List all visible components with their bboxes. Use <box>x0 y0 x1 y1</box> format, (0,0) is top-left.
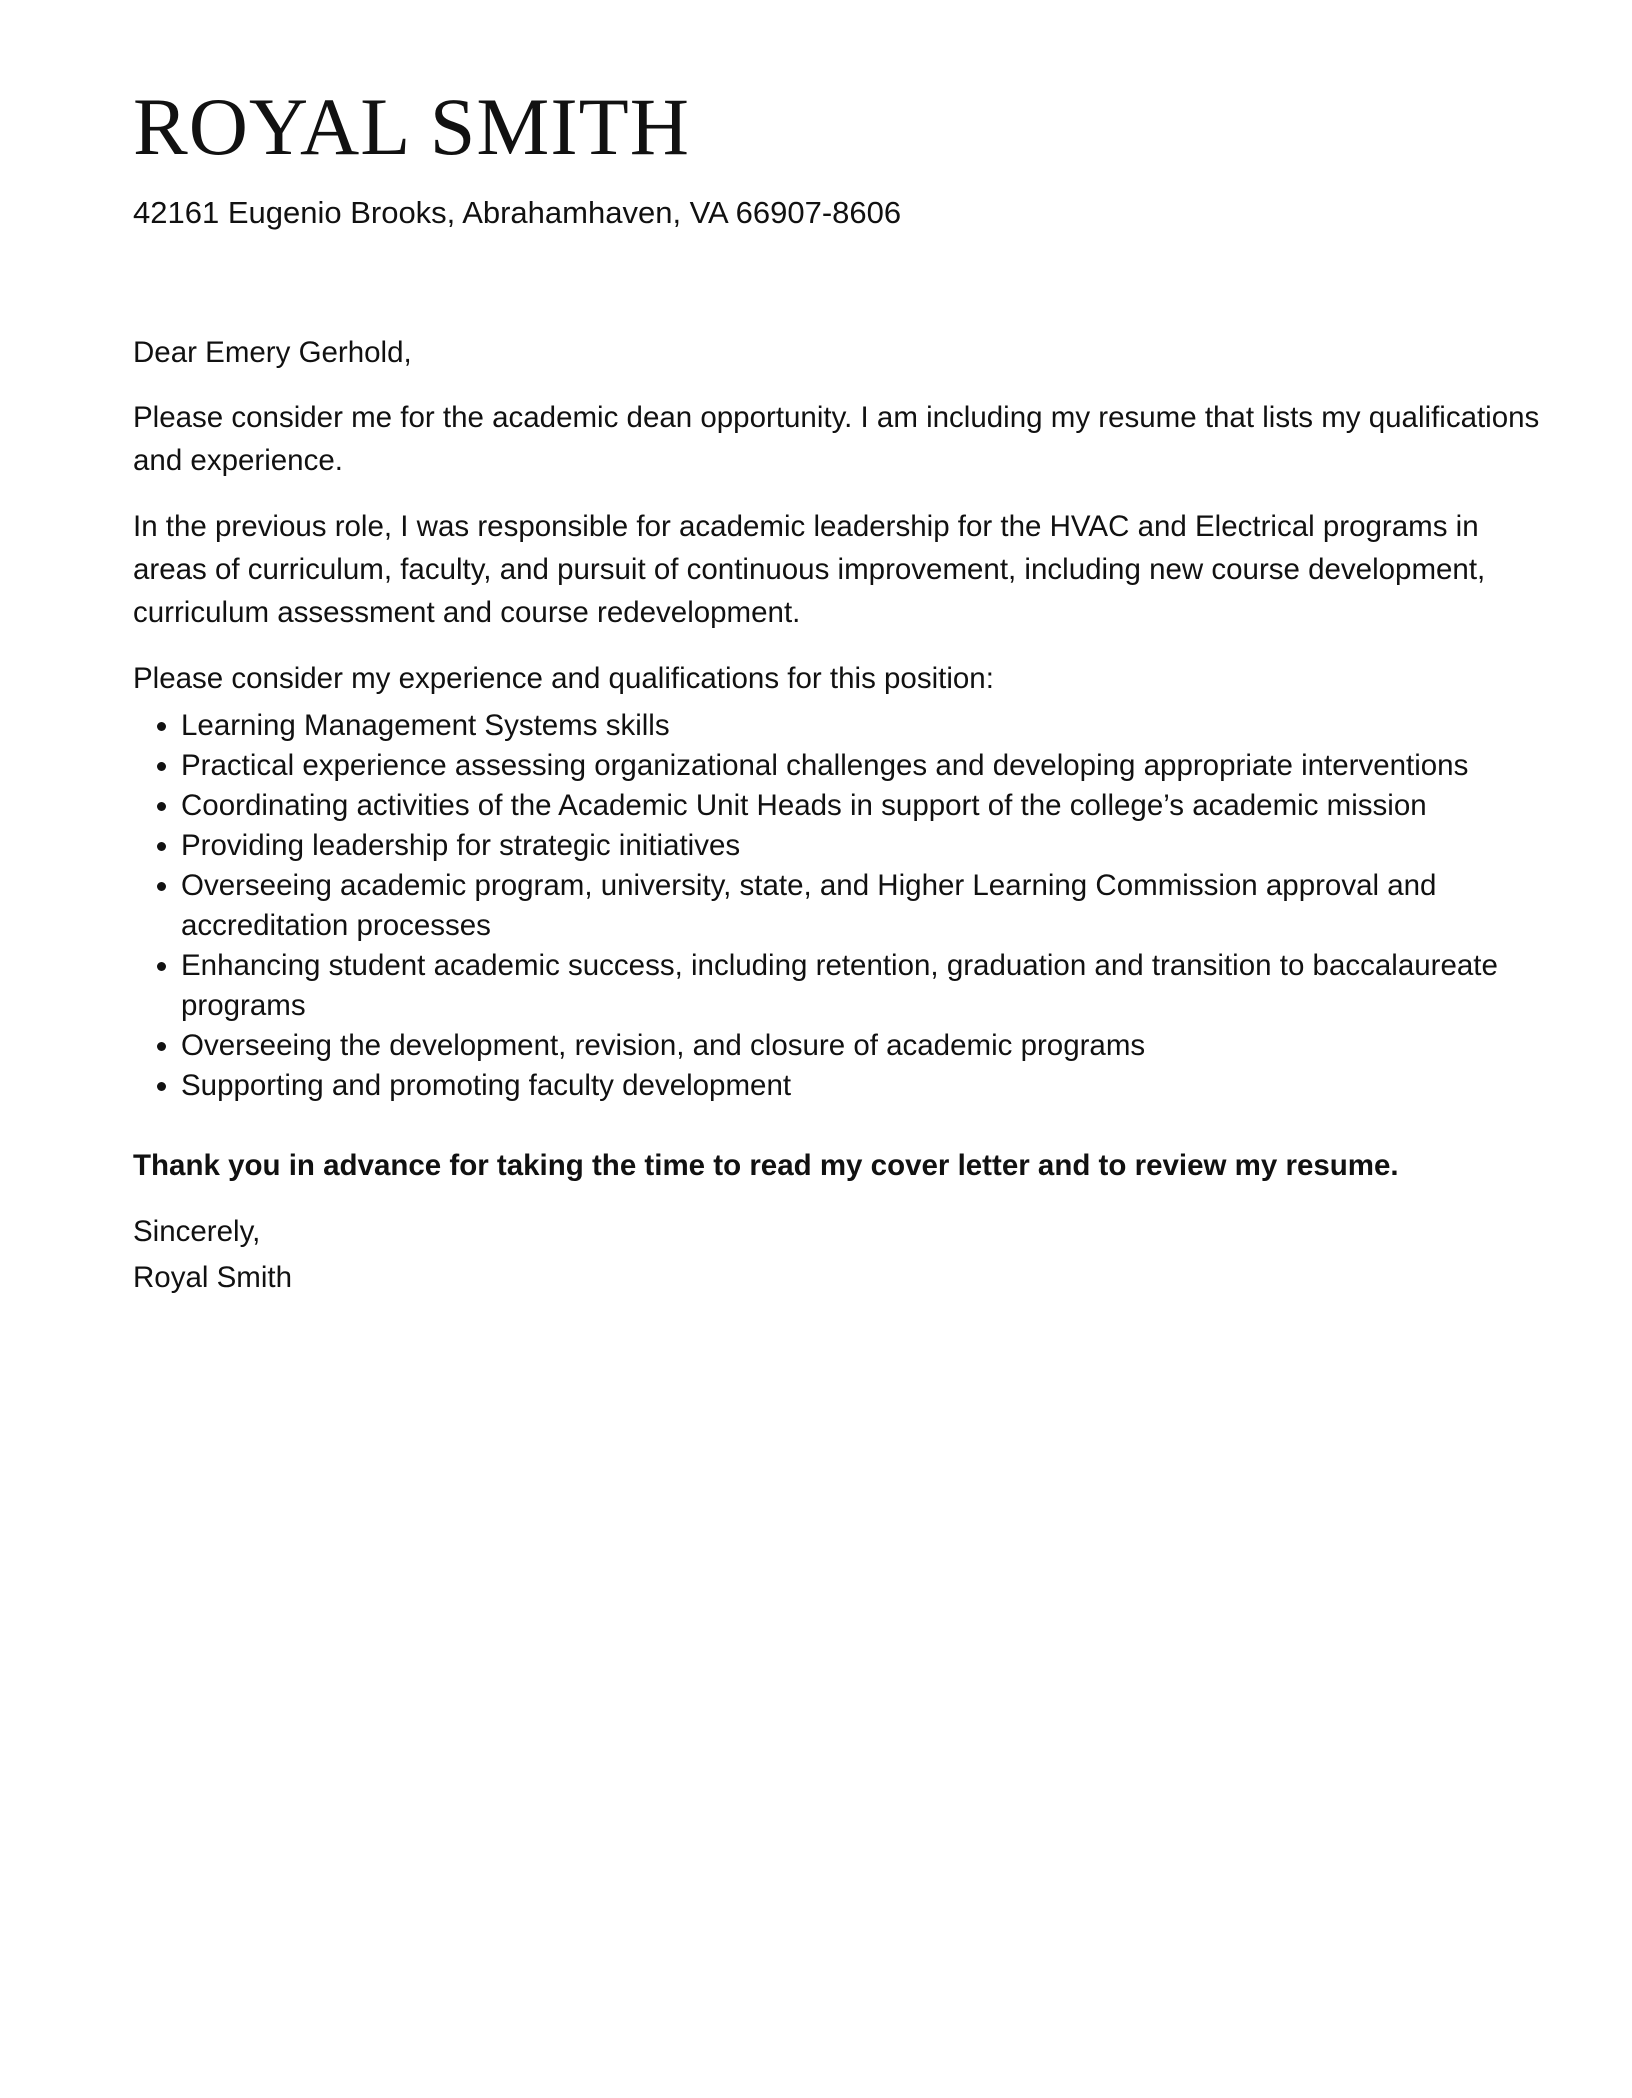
applicant-address: 42161 Eugenio Brooks, Abrahamhaven, VA 66907-8606 <box>133 195 902 230</box>
list-item: • Overseeing the development, revision, and closure of academic programs <box>181 1026 1553 1066</box>
closing-line: Thank you in advance for taking the time to read my cover letter and to review my resume. <box>133 1149 1399 1182</box>
qualifications-list <box>133 706 1553 1106</box>
list-item: • Learning Management Systems skills <box>181 706 1553 746</box>
list-item: • Supporting and promoting faculty development <box>181 1066 1553 1106</box>
signature-name: Royal Smith <box>133 1261 293 1294</box>
list-item: • Practical experience assessing organizational challenges and developing appropriate interventions <box>181 746 1553 786</box>
applicant-name: ROYAL SMITH <box>133 81 690 172</box>
paragraph-experience: In the previous role, I was responsible for academic leadership for the HVAC and Electrical programs in areas of curriculum, faculty, and pursuit of continuous improvement, including new course development, curriculum assessment and course redevelopment. <box>133 510 1486 629</box>
greeting: Dear Emery Gerhold, <box>133 336 412 369</box>
paragraph-qualifications-lead: Please consider my experience and qualifications for this position: <box>133 662 994 695</box>
list-item: • Coordinating activities of the Academic Unit Heads in support of the college’s academic mission <box>181 786 1553 826</box>
paragraph-intro: Please consider me for the academic dean opportunity. I am including my resume that lists my qualifications and experience. <box>133 401 1540 477</box>
signoff: Sincerely, <box>133 1215 261 1248</box>
letter-body <box>133 331 1553 1301</box>
list-item: • Enhancing student academic success, including retention, graduation and transition to baccalaureate programs <box>181 946 1553 1026</box>
list-item: • Overseeing academic program, university, state, and Higher Learning Commission approval and accreditation processes <box>181 866 1553 946</box>
list-item: • Providing leadership for strategic initiatives <box>181 826 1553 866</box>
